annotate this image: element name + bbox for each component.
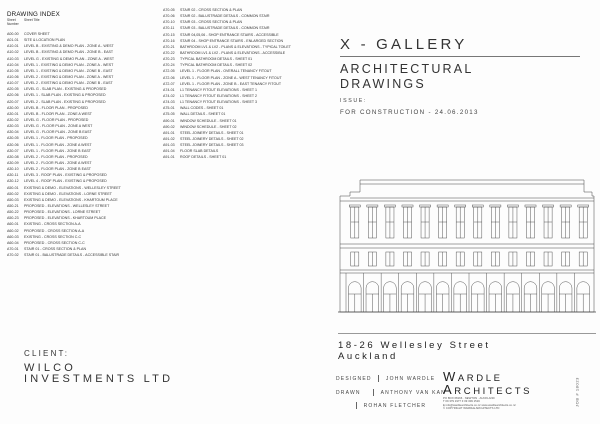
window-head [455,205,466,207]
project-name: X - GALLERY [340,36,468,53]
sheet-title: SITE & LOCATION PLAN [24,38,65,43]
sheet-title: STEEL JOINERY DETAILS - SHEET 02 [180,136,244,141]
client-name-line-1: WILCO [24,362,77,374]
sheet-title: COVER SHEET [24,32,50,36]
sheet-title: TYPICAL BATHROOM DETAILS - SHEET 02 [180,63,253,68]
sheet-number: A30-00 [7,105,19,110]
sheet-number: A70-01 [7,246,19,251]
job-number: JOB # 18023 [574,377,580,407]
sheet-title: LEVEL G - EXISTING & DEMO PLAN - ZONE A - WEST [24,56,115,61]
sheet-title: WINDOW SCHEDULE - SHEET 01 [180,118,237,123]
sheet-title: EXISTING - CROSS SECTION C-C [24,234,82,239]
sheet-title: LEVEL B - FLOOR PLAN - ZONE A WEST [24,111,92,116]
sheet-number: A91-02 [163,136,175,141]
sheet-title: BATHROOM LV1 & LV2 - PLANS & ELEVATIONS - ACCESSIBLE [180,50,286,55]
window-head [578,205,589,207]
index-row [163,154,291,160]
window-head [543,205,554,207]
sheet-title: LEVEL G - FLOOR PLAN - ZONE B EAST [24,130,92,135]
firm-initial-2: A [443,382,455,397]
sheet-number: A70-05 [163,8,175,12]
sheet-number: A90-02 [163,124,175,129]
sheet-title: LEVEL 1 - FLOOR PLAN - ZONE B EAST [24,148,91,153]
sheet-number: A20-06 [7,93,19,98]
window-head [560,205,571,207]
sheet-number: A72-06 [163,75,175,80]
window-head [420,205,431,207]
sheet-title: L1 TENANCY FITOUT ELEVATIONS - SHEET 3 [180,100,258,105]
sheet-title: LEVEL G - SLAB PLAN - EXISTING & PROPOSED [24,87,107,92]
sheet-number: A70-02 [7,253,19,258]
sheet-title: EXISTING & DEMO - ELEVATIONS - KHARTOUM PLACE [24,197,118,202]
sheet-title: STAIR 04 - SHOP ENTRANCE STAIRS - ENLARGED SECTION [180,38,284,43]
sheet-title: BATHROOM LV1 & LV2 - PLANS & ELEVATIONS - TYPICAL TOILET [180,44,291,49]
sheet-title: TYPICAL BATHROOM DETAILS - SHEET 01 [180,57,253,62]
sheet-number: A10-06 [7,74,19,79]
address-line-1: 18-26 Wellesley Street [338,340,491,351]
sheet-title: LEVEL 1 - EXISTING & DEMO PLAN - ZONE B - EAST [24,68,113,73]
window-head [402,205,413,207]
sheet-title: FLOOR SLAB DETAILS [180,149,219,154]
sheet-number: A72-05 [163,69,175,74]
sheet-title: PROPOSED - CROSS SECTION C-C [24,240,85,245]
job-number-stamp [572,368,582,416]
sheet-title: LEVEL 2 - FLOOR PLAN - PROPOSED [24,154,88,159]
sheet-number: A70-11 [163,26,175,31]
window-head [437,205,448,207]
sheet-title: LEVEL 2 - FLOOR PLAN - ZONE A WEST [24,160,92,165]
sheet-title: STEEL JOINERY DETAILS - SHEET 03 [180,143,244,148]
window-head [472,205,483,207]
sheet-title: LEVEL 3 - ROOF PLAN - EXISTING & PROPOSED [24,173,107,178]
drawn-credit [336,389,446,396]
sheet-title: STAIR 01 - BALUSTRADE DETAILS - ACCESSIBLE STAIR [24,253,120,258]
sheet-number: A00-00 [7,32,19,36]
sheet-number: A74-03 [163,100,175,105]
sheet-title: WINDOW SCHEDULE - SHEET 02 [180,124,237,129]
sheet-number: A20-05 [7,87,19,92]
sheet-number: A10-05 [7,68,19,73]
designed-credit [336,375,435,382]
address-line-2: Auckland [338,351,398,362]
sheet-number: A01-01 [7,38,19,43]
sheet-title: LEVEL 2 - FLOOR PLAN - ZONE B EAST [24,167,91,172]
sheet-number: A10-04 [7,62,19,67]
index-header-sheet: Sheet Number [7,18,19,26]
sheet-title: LEVEL 1 - SLAB PLAN - EXISTING & PROPOSED [24,93,106,98]
sheet-number: A20-07 [7,99,19,104]
firm-logo [443,371,568,410]
drawn-credit-2 [356,402,426,409]
sheet-number: A75-01 [163,106,175,111]
drawn-label: DRAWN [336,389,361,396]
window-head [525,205,536,207]
sheet-title: EXISTING & DEMO - ELEVATIONS - WELLESLEY STREET [24,185,121,190]
sheet-title: WALL CODES - SHEET 01 [180,106,224,111]
sheet-number: A30-02 [7,117,19,122]
firm-copyright: © COPYRIGHT WARDLE ARCHITECTS LTD [443,405,500,410]
sheet-title: STAIR 03 - CROSS SECTION & PLAN [180,20,243,25]
sheet-title: PROPOSED - ELEVATIONS - WELLESLEY STREET [24,203,110,208]
sheet-number: A10-03 [7,56,19,61]
firm-email: E info@wardlearchitects.co.nz www.wardlearchitects.co.nz [443,402,516,407]
credit-divider [378,375,379,382]
sheet-number: A91-01 [163,130,175,135]
sheet-number: A30-12 [7,179,19,184]
sheet-title: LEVEL 1 - FLOOR PLAN - PROPOSED [24,136,88,141]
sheet-number: A70-22 [163,50,175,55]
sheet-number: A90-01 [163,118,175,123]
sheet-title: LEVEL G - FLOOR PLAN - PROPOSED [24,117,89,122]
sheet-number: A60-04 [7,240,19,245]
sheet-title: PROPOSED - ELEVATIONS - KHARTOUM PLACE [24,216,107,221]
sheet-number: A60-01 [7,222,19,227]
index-column-1 [7,31,121,258]
index-header-title: Sheet Title [24,18,40,22]
drafter-name-2: ROHAN FLETCHER [363,402,427,409]
sheet-number: A50-23 [7,216,19,221]
sheet-title: LEVEL 1 - EXISTING & DEMO PLAN - ZONE A - WEST [24,62,114,67]
document-title-line-1: ARCHITECTURAL [340,62,474,76]
sheet-title: LEVEL B - FLOOR PLAN - PROPOSED [24,105,88,110]
sheet-number: A30-06 [7,142,19,147]
issue-status: FOR CONSTRUCTION - 24.06.2013 [340,109,479,116]
sheet-number: A50-01 [7,185,19,190]
firm-name-rest-2: RCHITECTS [454,386,533,397]
sheet-title: STAIR 02 - CROSS SECTION & PLAN [180,8,243,12]
document-title-line-2: DRAWINGS [340,77,426,91]
sheet-number: A70-23 [163,57,175,62]
sheet-number: A60-03 [7,234,19,239]
sheet-title: LEVEL 1 - FLOOR PLAN - ZONE A - WEST TENANCY FITOUT [180,75,282,80]
sheet-title: STAIR 02 - BALUSTRADE DETAILS - COMMON STAIR [180,14,270,19]
sheet-number: A30-11 [7,173,19,178]
sheet-number: A75-05 [163,112,175,117]
credit-divider [356,402,357,409]
document-title [340,62,473,92]
window-head [490,205,501,207]
sheet-title: EXISTING & DEMO - ELEVATIONS - LORNE STREET [24,191,112,196]
window-head [349,205,360,207]
sheet-number: A74-02 [163,93,175,98]
sheet-title: ROOF DETAILS - SHEET 01 [180,155,227,160]
sheet-number: A74-01 [163,87,175,92]
index-row [7,252,121,258]
sheet-number: A50-22 [7,210,19,215]
window-head [507,205,518,207]
sheet-number: A50-21 [7,203,19,208]
sheet-title: LEVEL B - EXISTING & DEMO PLAN - ZONE B - EAST [24,50,114,55]
firm-initial-1: W [443,369,458,384]
sheet-number: A91-04 [163,149,175,154]
firm-name-line-1 [443,371,568,384]
sheet-number: A30-10 [7,167,19,172]
sheet-number: A91-03 [163,143,175,148]
sheet-number: A60-02 [7,228,19,233]
index-header [7,19,40,26]
sheet-title: STAIR 03 - BALUSTRADE DETAILS - COMMON STAIR [180,26,270,31]
sheet-title: LEVEL 1 - FLOOR PLAN - ZONE B - EAST TENANCY FITOUT [180,81,282,86]
sheet-title: LEVEL G - FLOOR PLAN - ZONE A WEST [24,124,93,129]
index-title: DRAWING INDEX [7,11,60,18]
sheet-number: A30-09 [7,160,19,165]
window-head [384,205,395,207]
firm-address: PO BOX 68166 · NEWTON · AUCKLAND [443,396,495,400]
sheet-number: A50-03 [7,197,19,202]
firm-phone: T 09 379 1977 F 09 309 1516 [443,399,480,404]
sheet-number: A50-02 [7,191,19,196]
client-name-line-2: INVESTMENTS LTD [24,373,174,385]
issue-label: ISSUE: [340,98,367,104]
sheet-title: STAIR 04,05,06 - SHOP ENTRANCE STAIRS - ACCESSIBLE [180,32,279,37]
sheet-title: PROPOSED - ELEVATIONS - LORNE STREET [24,210,101,215]
sheet-title: LEVEL B - EXISTING & DEMO PLAN - ZONE A - WEST [24,44,114,49]
sheet-number: A70-24 [163,63,175,68]
sheet-title: STEEL JOINERY DETAILS - SHEET 01 [180,130,244,135]
index-column-2 [163,7,291,161]
sheet-title: EXISTING - CROSS SECTION A-A [24,222,81,227]
sheet-number: A10-07 [7,81,19,86]
sheet-title: LEVEL 1 - FLOOR PLAN - ZONE A WEST [24,142,92,147]
firm-name-rest-1: ARDLE [457,373,503,384]
sheet-number: A30-04 [7,130,19,135]
sheet-number: A72-07 [163,81,175,86]
sheet-title: LEVEL 2 - EXISTING & DEMO PLAN - ZONE A - WEST [24,74,114,79]
sheet-title: LEVEL 4 - ROOF PLAN - EXISTING & PROPOSED [24,179,107,184]
sheet-number: A70-16 [163,38,175,43]
address-rule [338,333,596,334]
sheet-number: A30-08 [7,154,19,159]
sheet-number: A10-01 [7,44,19,49]
sheet-number: A70-21 [163,44,175,49]
client-label: CLIENT: [24,349,70,358]
sheet-title: L1 TENANCY FITOUT ELEVATIONS - SHEET 2 [180,93,258,98]
sheet-number: A30-03 [7,124,19,129]
sheet-number: A70-10 [163,20,175,25]
designed-label: DESIGNED [336,375,372,382]
sheet-number: A70-15 [163,32,175,37]
designer-name: JOHN WARDLE [385,375,436,382]
sheet-title: PROPOSED - CROSS SECTION A-A [24,228,85,233]
drafter-name-1: ANTHONY VAN KAN [380,389,446,396]
sheet-title: L1 TENANCY FITOUT ELEVATIONS - SHEET 1 [180,87,258,92]
sheet-number: A30-01 [7,111,19,116]
title-rule [340,56,580,57]
sheet-title: STAIR 01 - CROSS SECTION & PLAN [24,246,87,251]
sheet-number: A91-01 [163,155,175,160]
sheet-number: A70-06 [163,14,175,19]
window-head [367,205,378,207]
building-elevation-drawing [338,176,596,316]
sheet-title: WALL DETAILS - SHEET 01 [180,112,226,117]
sheet-title: LEVEL 2 - EXISTING & DEMO PLAN - ZONE B - EAST [24,81,113,86]
sheet-title: LEVEL 2 - SLAB PLAN - EXISTING & PROPOSED [24,99,106,104]
credit-divider [373,389,374,396]
sheet-number: A30-07 [7,148,19,153]
client-name [24,363,173,385]
sheet-number: A30-05 [7,136,19,141]
sheet-title: LEVEL 1 - FLOOR PLAN - OVERALL TENANCY FITOUT [180,69,272,74]
sheet-number: A10-02 [7,50,19,55]
